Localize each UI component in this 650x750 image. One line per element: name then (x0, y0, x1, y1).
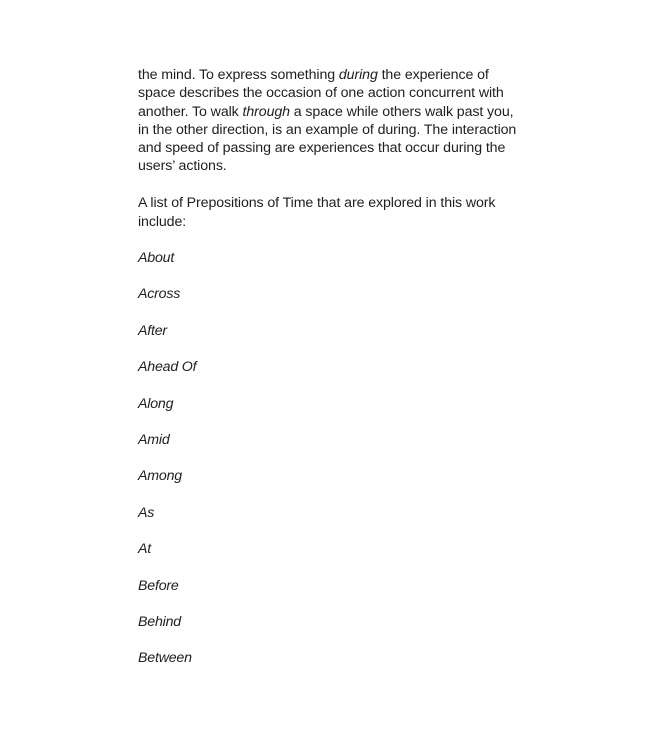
list-item: Behind (138, 613, 181, 630)
list-item: Amid (138, 431, 170, 448)
list-item: Before (138, 577, 179, 594)
list-item: Ahead Of (138, 359, 197, 376)
list-item: At (138, 541, 152, 558)
paragraph-text: a space while others walk past you, in the other direction, is an example of during. The interaction and speed of passing are experiences that occur during the users’ actions. (138, 103, 517, 175)
list-item: As (138, 504, 155, 521)
body-text (138, 66, 518, 231)
prepositions-list (138, 249, 196, 686)
paragraph-text: the experience of space describes the occasion of one action concurrent with another. To walk (138, 67, 504, 120)
intro-paragraph (138, 66, 518, 176)
emphasis-through: through (242, 103, 290, 120)
paragraph-text: the mind. To express something (138, 67, 339, 83)
list-item: Between (138, 650, 192, 667)
emphasis-during: during (338, 67, 378, 83)
list-item: Across (138, 286, 181, 303)
list-item: Along (138, 395, 174, 412)
list-item: After (138, 322, 167, 339)
list-item: Among (138, 468, 182, 485)
list-item: About (138, 250, 175, 266)
list-intro-paragraph: A list of Prepositions of Time that are explored in this work include: (138, 195, 496, 230)
